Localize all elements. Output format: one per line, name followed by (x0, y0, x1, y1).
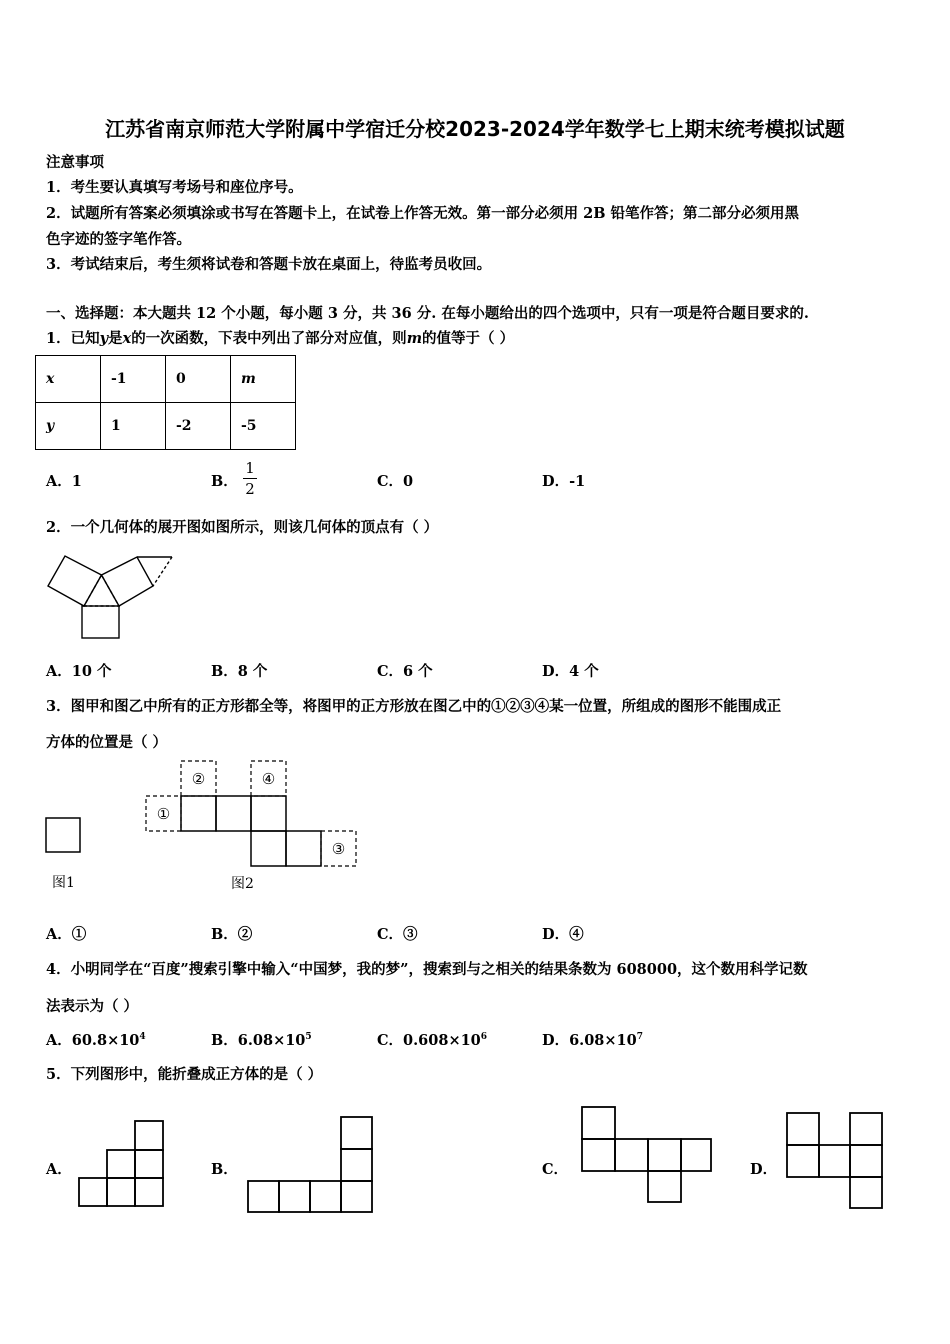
section-heading: 一、选择题：本大题共 12 个小题，每小题 3 分，共 36 分. 在每小题给出的四个选项中，只有一项是符合题目要求的. (46, 305, 809, 322)
q3-option-a: A．① (46, 926, 87, 943)
notice-item: 色字迹的签字笔作答。 (46, 231, 191, 248)
q4-option-c: C．$0.608\times 10^6$ (377, 1032, 488, 1049)
q1-option-b: B． (211, 473, 238, 490)
q4-option-a: A．$60.8\times 10^4$ (46, 1032, 146, 1049)
table-cell: x (36, 356, 101, 403)
q4-option-b: B．$6.08\times 10^5$ (211, 1032, 312, 1049)
q5-net-b (247, 1115, 377, 1215)
q3-option-c: C．③ (377, 926, 418, 943)
page-title: 江苏省南京师范大学附属中学宿迁分校2023-2024学年数学七上期末统考模拟试题 (105, 117, 845, 141)
q3-figure-1-label: 图1 (52, 875, 75, 891)
q5-net-d (785, 1112, 885, 1212)
q3-stem: 3．图甲和图乙中所有的正方形都全等，将图甲的正方形放在图乙中的①②③④某一位置，所组成的图形不能围成正 (46, 698, 782, 715)
notice-item: 3．考试结束后，考生须将试卷和答题卡放在桌面上，待监考员收回。 (46, 256, 492, 273)
q5-label-d: D． (750, 1161, 778, 1178)
q2-option-d: D．4 个 (542, 663, 599, 680)
q2-option-c: C．6 个 (377, 663, 433, 680)
q3-stem-cont: 方体的位置是（ ） (46, 734, 168, 751)
q5-label-b: B． (211, 1161, 238, 1178)
q1-stem: 1．已知y是x的一次函数，下表中列出了部分对应值，则m的值等于（ ） (46, 330, 515, 347)
q1-option-c: C．0 (377, 473, 414, 490)
q4-stem-cont: 法表示为（ ） (46, 998, 139, 1015)
position-mark-3: ③ (331, 840, 346, 858)
position-mark-1: ① (156, 805, 171, 823)
q5-stem: 5．下列图形中，能折叠成正方体的是（ ） (46, 1066, 323, 1083)
table-cell: 1 (101, 403, 166, 450)
q3-figure-2 (145, 758, 365, 870)
q4-option-d: D．$6.08\times 10^7$ (542, 1032, 643, 1049)
notice-item: 1．考生要认真填写考场号和座位序号。 (46, 179, 303, 196)
q2-net-figure (45, 548, 175, 643)
table-cell: 0 (166, 356, 231, 403)
q2-option-a: A．10 个 (46, 663, 112, 680)
q2-option-b: B．8 个 (211, 663, 268, 680)
q5-net-c (580, 1105, 715, 1205)
position-mark-2: ② (191, 770, 206, 788)
table-cell: -2 (166, 403, 231, 450)
table-row (36, 403, 296, 450)
q1-option-a: A．1 (46, 473, 82, 490)
table-cell: m (231, 356, 296, 403)
q1-value-table (35, 355, 296, 450)
table-cell: -1 (101, 356, 166, 403)
q3-option-b: B．② (211, 926, 253, 943)
q2-stem: 2．一个几何体的展开图如图所示，则该几何体的顶点有（ ） (46, 519, 439, 536)
q5-label-a: A． (46, 1161, 72, 1178)
q5-net-a (78, 1120, 168, 1210)
q5-label-c: C． (542, 1161, 569, 1178)
q4-stem: 4．小明同学在“百度”搜索引擎中输入“中国梦，我的梦”，搜索到与之相关的结果条数为 608000，这个数用科学记数 (46, 961, 808, 978)
notice-heading: 注意事项 (46, 154, 104, 171)
q3-option-d: D．④ (542, 926, 584, 943)
notice-item: 2．试题所有答案必须填涂或书写在答题卡上，在试卷上作答无效。第一部分必须用 2B 铅笔作答；第二部分必须用黑 (46, 205, 800, 222)
table-cell: -5 (231, 403, 296, 450)
fraction: 1 2 (243, 459, 257, 498)
q1-option-d: D．-1 (542, 473, 586, 490)
q3-figure-2-label: 图2 (231, 876, 254, 892)
q3-figure-1 (45, 817, 85, 857)
table-row (36, 356, 296, 403)
table-cell: y (36, 403, 101, 450)
position-mark-4: ④ (261, 770, 276, 788)
